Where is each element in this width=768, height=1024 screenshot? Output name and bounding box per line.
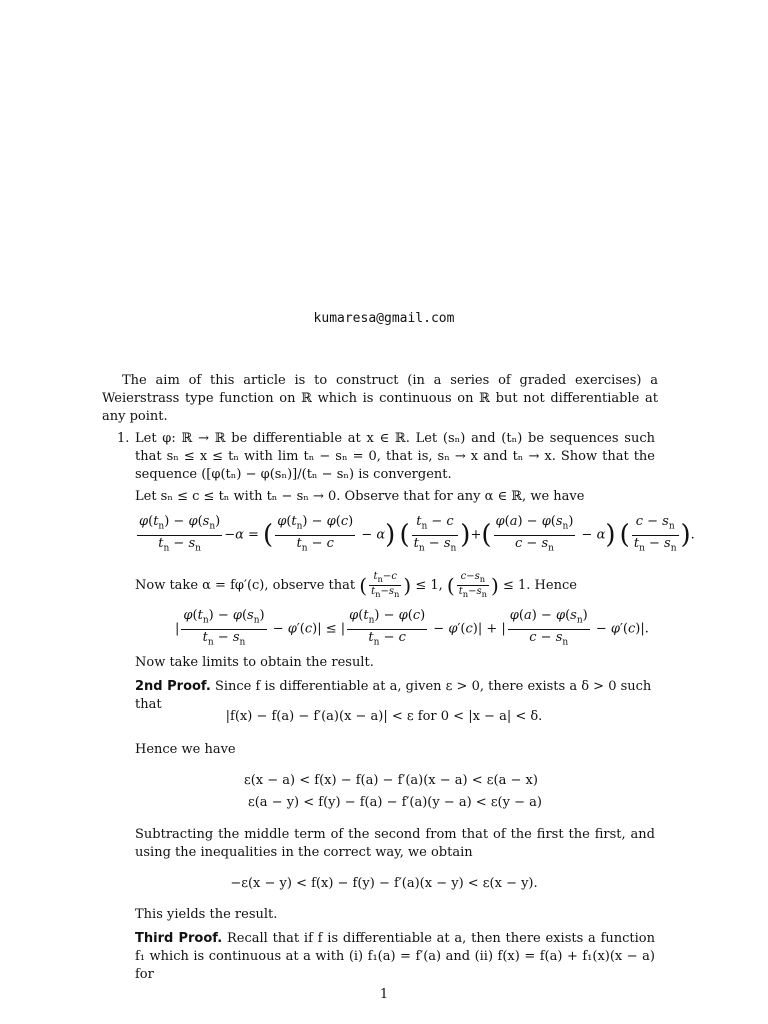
second-proof-text: Since f is differentiable at a, given ε > 0, there exists a δ > 0 such that [135,679,652,712]
identity-equation: $\frac{\varphi(t_n) - \varphi(s_n)}{t_n - s_n}$ −α = ( $\frac{\varphi(t_n) - \varphi(c)}{t_n - c}$ − α) ( $\frac{t_n - c}{t_n - s_n}$ )+( $\frac{\varphi(a) - \varphi(s_n)}{c - s_n}$ − α) ( $\frac{c - s_n}{t_n - s_n}$ ). [135,514,695,556]
differentiability-inequality: |f(x) − f(a) − f′(a)(x − a)| < ε for 0 < |x − a| < δ. [225,709,543,724]
yields-line: This yields the result. [135,907,278,922]
second-proof-label: 2nd Proof. [135,679,211,694]
author-email: kumaresa@gmail.com [313,311,455,326]
abstract-paragraph: The aim of this article is to construct (in a series of graded exercises) a Weierstrass type function on ℝ which is continuous on ℝ but not differentiable at any point. [102,373,658,424]
take-alpha-line: Now take α = fφ′(c), observe that ( $\frac{t_n-c}{t_n-s_n}$ ) ≤ 1, ( $\frac{c-s_n}{t_n-s_n}$ ) ≤ 1. Hence [135,571,577,599]
exercise-statement: Let φ: ℝ → ℝ be differentiable at x ∈ ℝ. Let (sₙ) and (tₙ) be sequences such that sₙ ≤ x ≤ tₙ with lim tₙ − sₙ = 0, that is, sₙ → x and tₙ → x. Show that the sequence ([φ(tₙ) − φ(sₙ)]/(tₙ − sₙ) is convergent. [135,431,655,482]
take-limits-line: Now take limits to obtain the result. [135,655,374,670]
third-proof-paragraph [135,930,655,984]
exercise-setup: Let sₙ ≤ c ≤ tₙ with tₙ − sₙ → 0. Observe that for any α ∈ ℝ, we have [135,489,585,504]
final-inequality: −ε(x − y) < f(x) − f(y) − f′(a)(x − y) < ε(x − y). [230,876,538,891]
page-number: 1 [379,987,389,1002]
hence-line: Hence we have [135,742,236,757]
third-proof-text: Recall that if f is differentiable at a, then there exists a function f₁ which is continuous at a with (i) f₁(a) = f′(a) and (ii) f(x) = f(a) + f₁(x)(x − a) for [135,931,656,982]
inequality-line-1: ε(x − a) < f(x) − f(a) − f′(a)(x − a) < ε(a − x) [244,773,538,788]
subtracting-paragraph: Subtracting the middle term of the second from that of the first the first, and using the inequalities in the correct way, we obtain [135,827,655,860]
exercise-number: 1. [117,431,130,446]
triangle-inequality: | $\frac{\varphi(t_n) - \varphi(s_n)}{t_n - s_n}$ − φ′(c)| ≤ | $\frac{\varphi(t_n) - \varphi(c)}{t_n - c}$ − φ′(c)| + | $\frac{\varphi(a) - \varphi(s_n)}{c - s_n}$ − φ′(c)|. [175,608,649,650]
third-proof-label: Third Proof. [135,931,223,946]
inequality-line-2: ε(a − y) < f(y) − f(a) − f′(a)(y − a) < ε(y − a) [248,795,542,810]
